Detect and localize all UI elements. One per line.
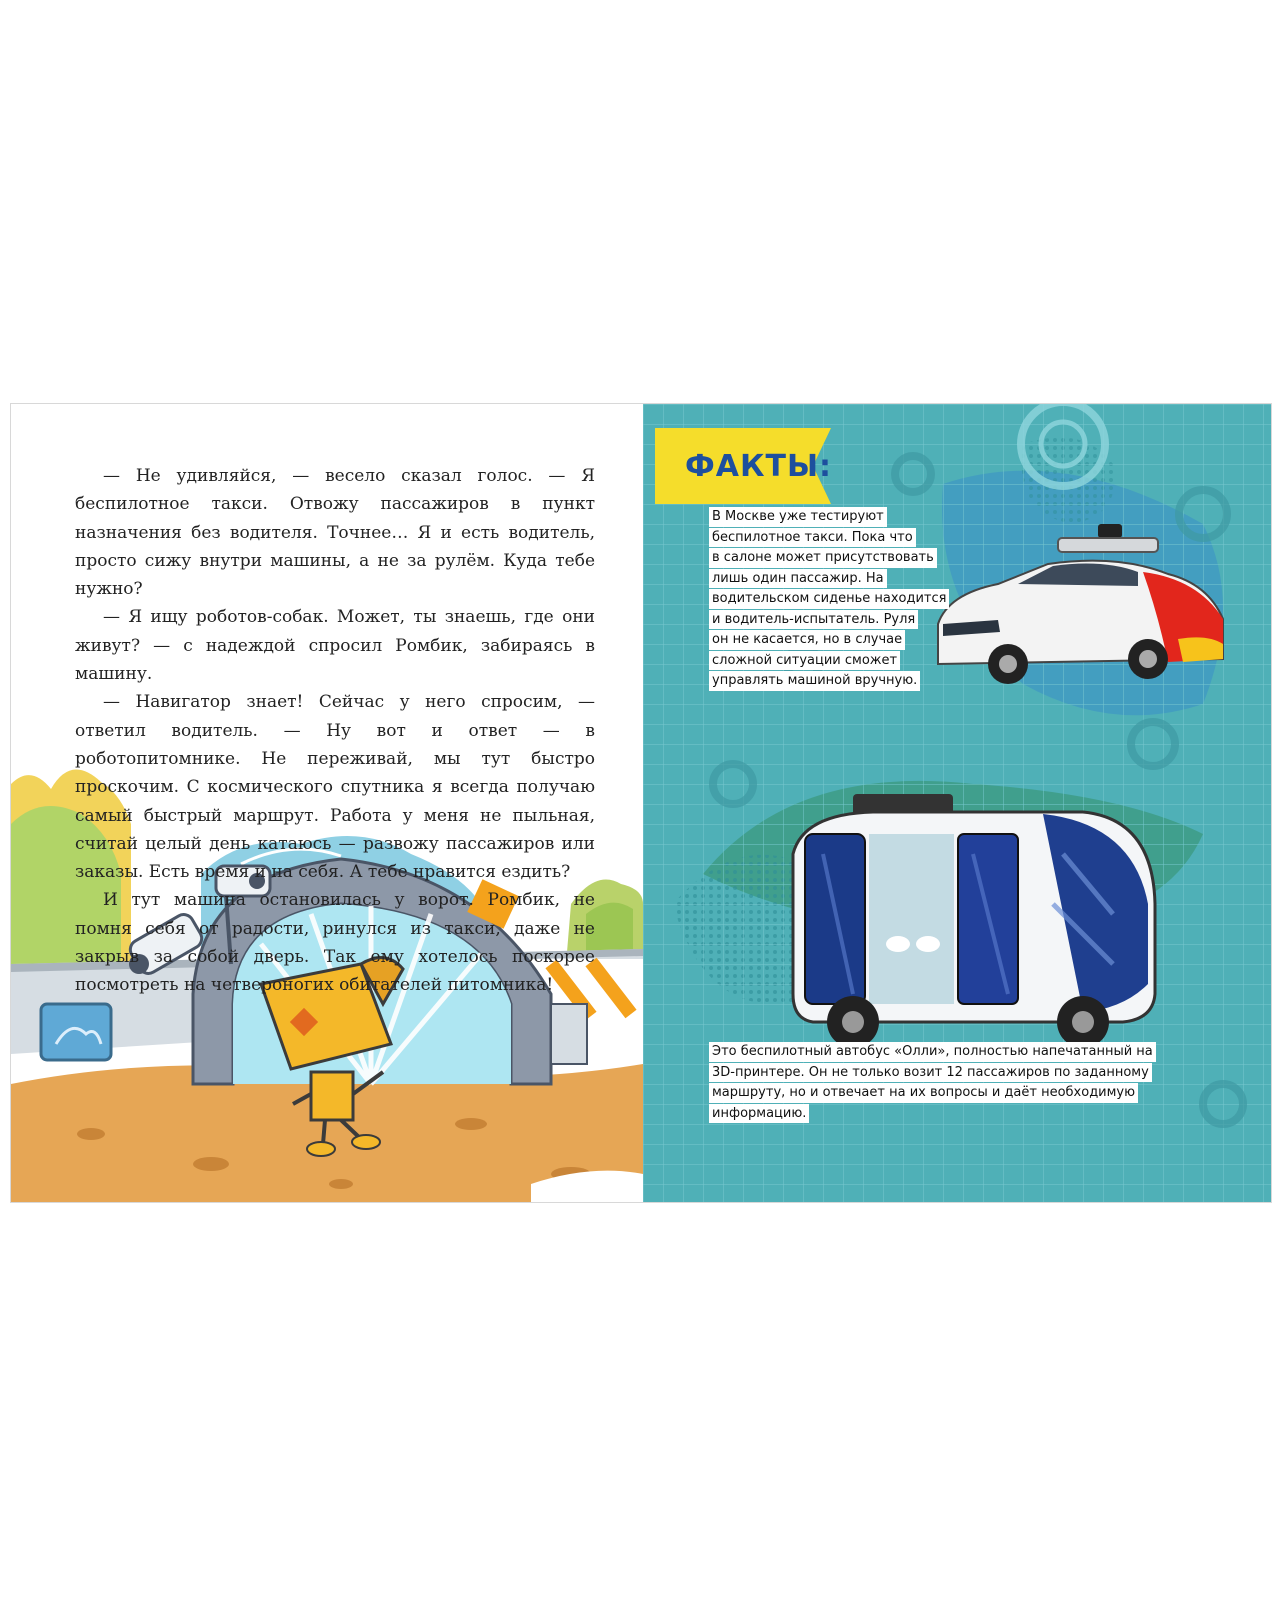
fact-line: В Москве уже тестируют [709, 507, 887, 527]
fact-line: маршруту, но и отвечает на их вопросы и даёт необходимую [709, 1083, 1138, 1103]
fact-line: в салоне может присутствовать [709, 548, 937, 568]
fact-line: водительском сиденье находится [709, 589, 949, 609]
fact-line: управлять машиной вручную. [709, 671, 920, 691]
story-text [75, 462, 595, 1000]
fact-line: беспилотное такси. Пока что [709, 528, 916, 548]
fact-line: 3D-принтере. Он не только возит 12 пассажиров по заданному [709, 1063, 1152, 1083]
fact-line: информацию. [709, 1104, 809, 1124]
fact-olli-bus [709, 1042, 1156, 1124]
left-page [11, 404, 643, 1202]
book-spread [10, 403, 1272, 1203]
story-paragraph: — Навигатор знает! Сейчас у него спросим, — ответил водитель. — Ну вот и ответ — в роботопитомнике. Не переживай, мы тут быстро проскочим. С космического спутника я всегда получаю самый быстрый маршрут. Работа у меня не пыльная, считай целый день катаюсь — развожу пассажиров или заказы. Есть время и на себя. А тебе нравится ездить? [75, 692, 595, 883]
story-paragraph: — Не удивляйся, — весело сказал голос. — Я беспилотное такси. Отвожу пассажиров в пункт назначения без водителя. Точнее… Я и есть водитель, просто сижу внутри машины, а не за рулём. Куда тебе нужно? [75, 466, 595, 600]
story-paragraph: — Я ищу роботов-собак. Может, ты знаешь, где они живут? — с надеждой спросил Ромбик, забираясь в машину. [75, 607, 595, 685]
story-paragraph: И тут машина остановилась у ворот. Ромбик, не помня себя от радости, ринулся из такси, даже не закрыв за собой дверь. Так ему хотелось поскорее посмотреть на четвероногих обитателей питомника! [75, 890, 595, 996]
fact-line: сложной ситуации сможет [709, 651, 900, 671]
fact-line: он не касается, но в случае [709, 630, 905, 650]
fact-line: Это беспилотный автобус «Олли», полностью напечатанный на [709, 1042, 1156, 1062]
facts-title: ФАКТЫ: [685, 449, 833, 484]
olli-bus-image [783, 794, 1163, 1054]
fact-line: и водитель-испытатель. Руля [709, 610, 918, 630]
robotaxi-image [928, 524, 1228, 694]
fact-robotaxi [709, 507, 949, 692]
fact-line: лишь один пассажир. На [709, 569, 887, 589]
right-page-facts [643, 404, 1271, 1202]
